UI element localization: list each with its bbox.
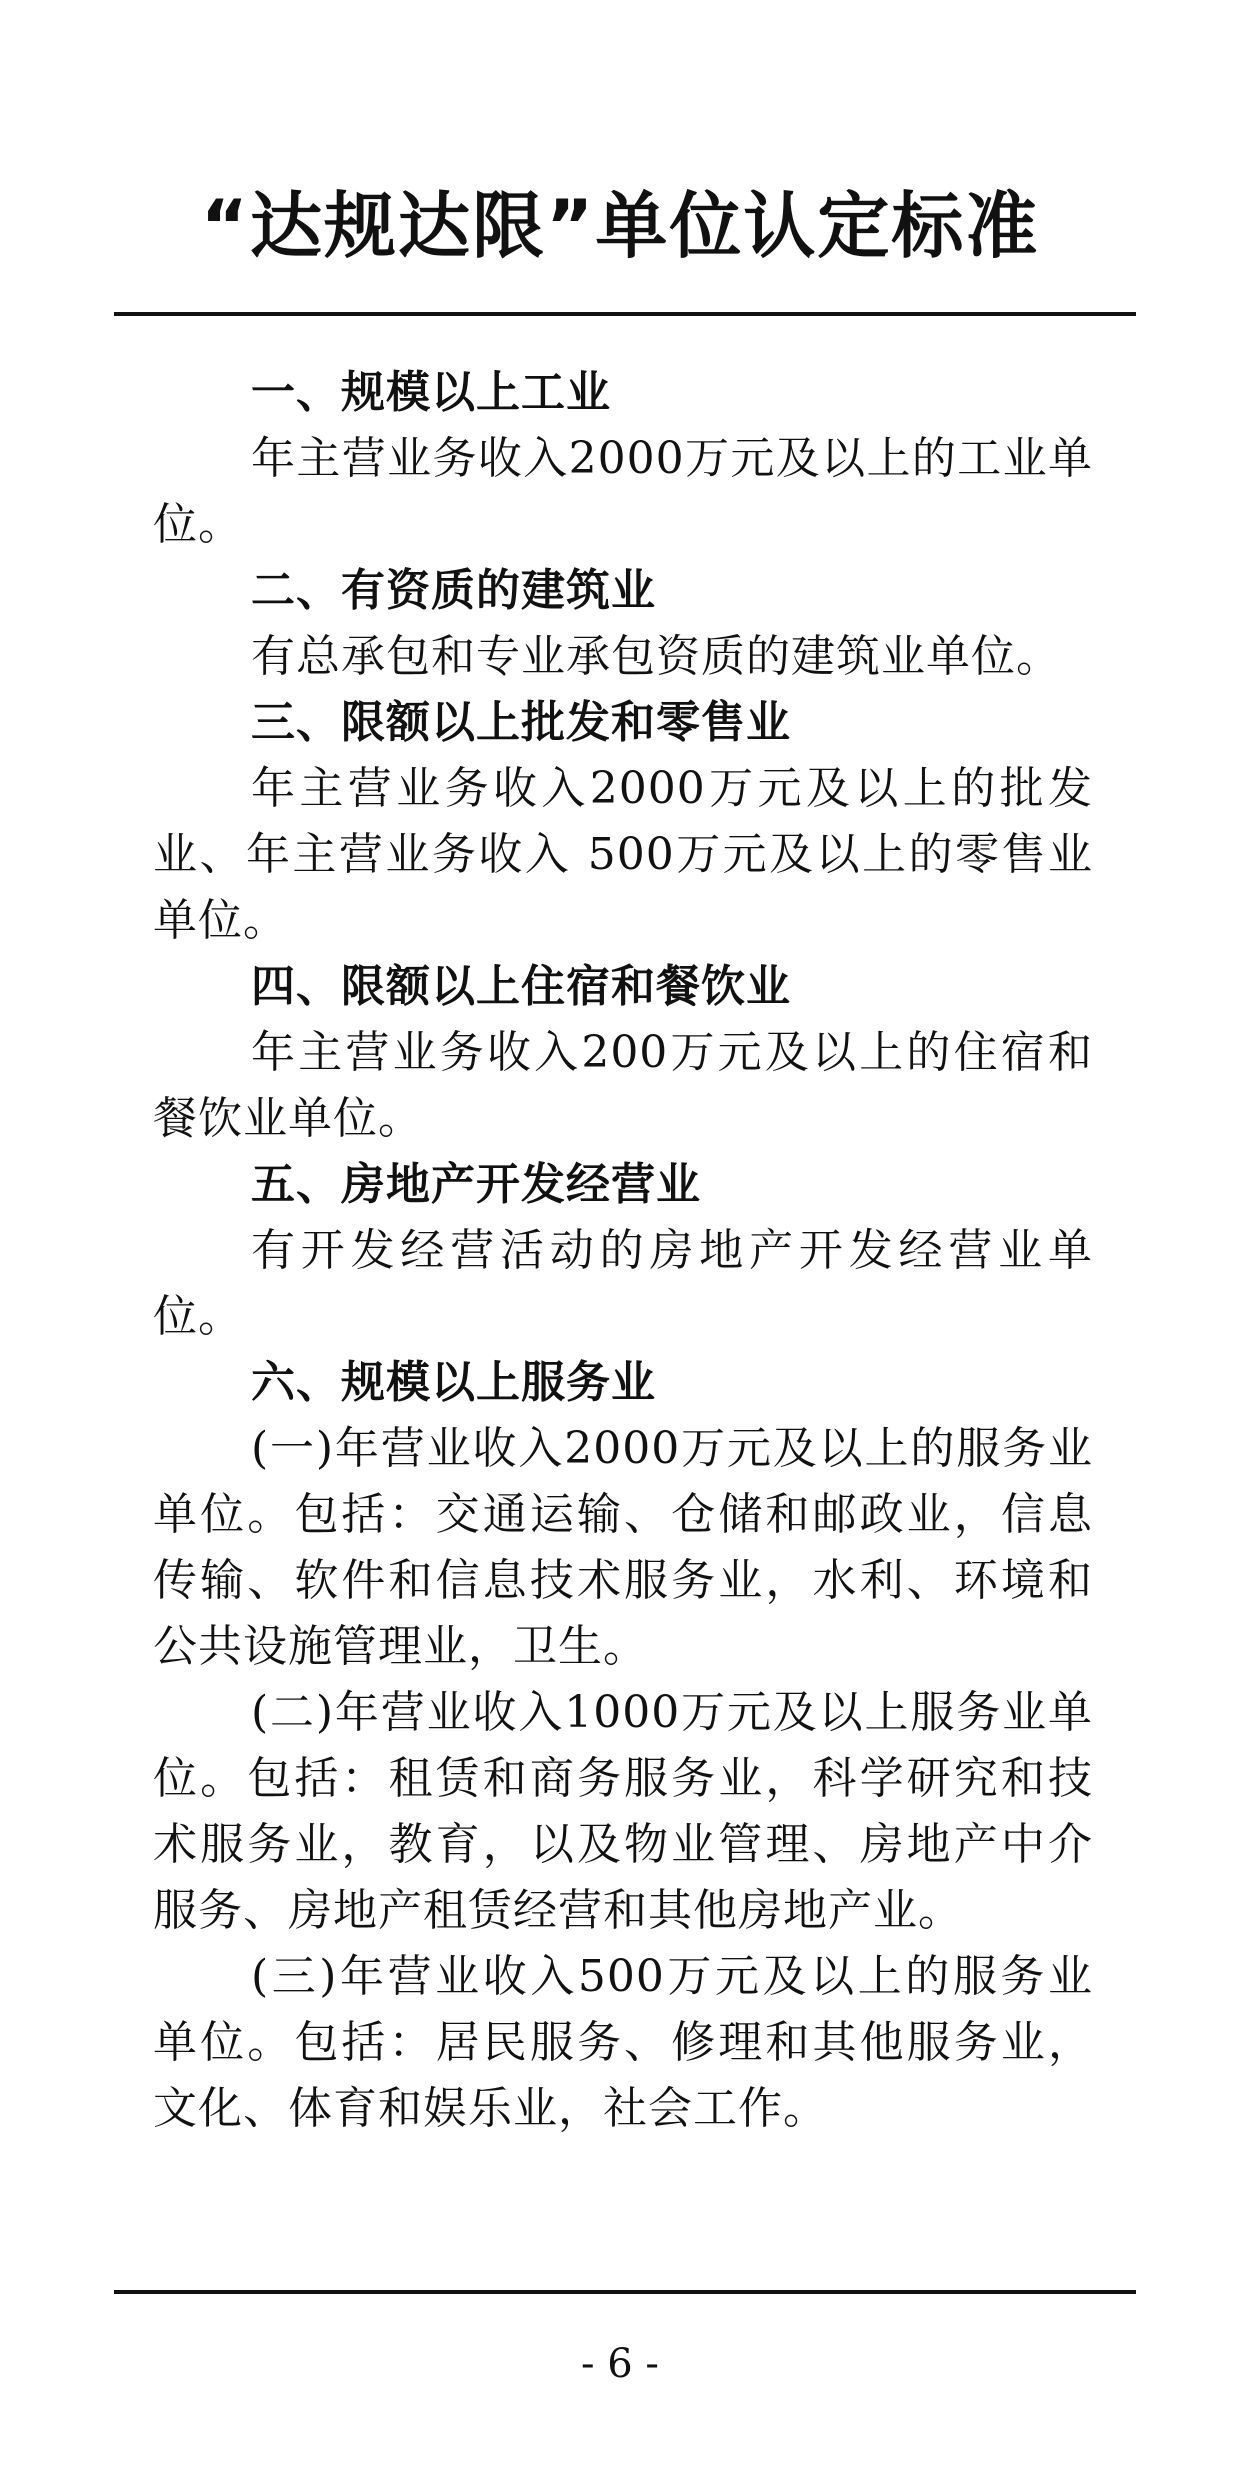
section-paragraph: (二)年营业收入1000万元及以上服务业单位。包括：租赁和商务服务业，科学研究和技术服务业，教育，以及物业管理、房地产中介服务、房地产租赁经营和其他房地产业。	[153, 1687, 1093, 1936]
page-number: - 6 -	[581, 2341, 659, 2387]
section-paragraph: (一)年营业收入2000万元及以上的服务业单位。包括：交通运输、仓储和邮政业，信息传输、软件和信息技术服务业，水利、环境和公共设施管理业，卫生。	[153, 1423, 1093, 1672]
section-heading: 五、房地产开发经营业	[251, 1159, 701, 1210]
top-divider	[114, 312, 1136, 316]
section-heading: 三、限额以上批发和零售业	[251, 697, 791, 748]
section-heading: 二、有资质的建筑业	[251, 565, 656, 616]
section-heading: 六、规模以上服务业	[251, 1357, 656, 1408]
section-heading: 一、规模以上工业	[251, 367, 611, 418]
section-paragraph: 有开发经营活动的房地产开发经营业单位。	[153, 1225, 1093, 1342]
document-body	[153, 360, 1093, 2142]
section-paragraph: 年主营业务收入2000万元及以上的工业单位。	[153, 433, 1093, 550]
bottom-divider	[114, 2290, 1136, 2294]
section-paragraph: 年主营业务收入2000万元及以上的批发业、年主营业务收入 500万元及以上的零售业单位。	[153, 763, 1093, 946]
section-paragraph: 有总承包和专业承包资质的建筑业单位。	[251, 631, 1061, 682]
section-paragraph: (三)年营业收入500万元及以上的服务业单位。包括：居民服务、修理和其他服务业，文化、体育和娱乐业，社会工作。	[153, 1951, 1093, 2134]
section-paragraph: 年主营业务收入200万元及以上的住宿和餐饮业单位。	[153, 1027, 1093, 1144]
page-title: “达规达限”单位认定标准	[200, 184, 1040, 268]
section-heading: 四、限额以上住宿和餐饮业	[251, 961, 791, 1012]
